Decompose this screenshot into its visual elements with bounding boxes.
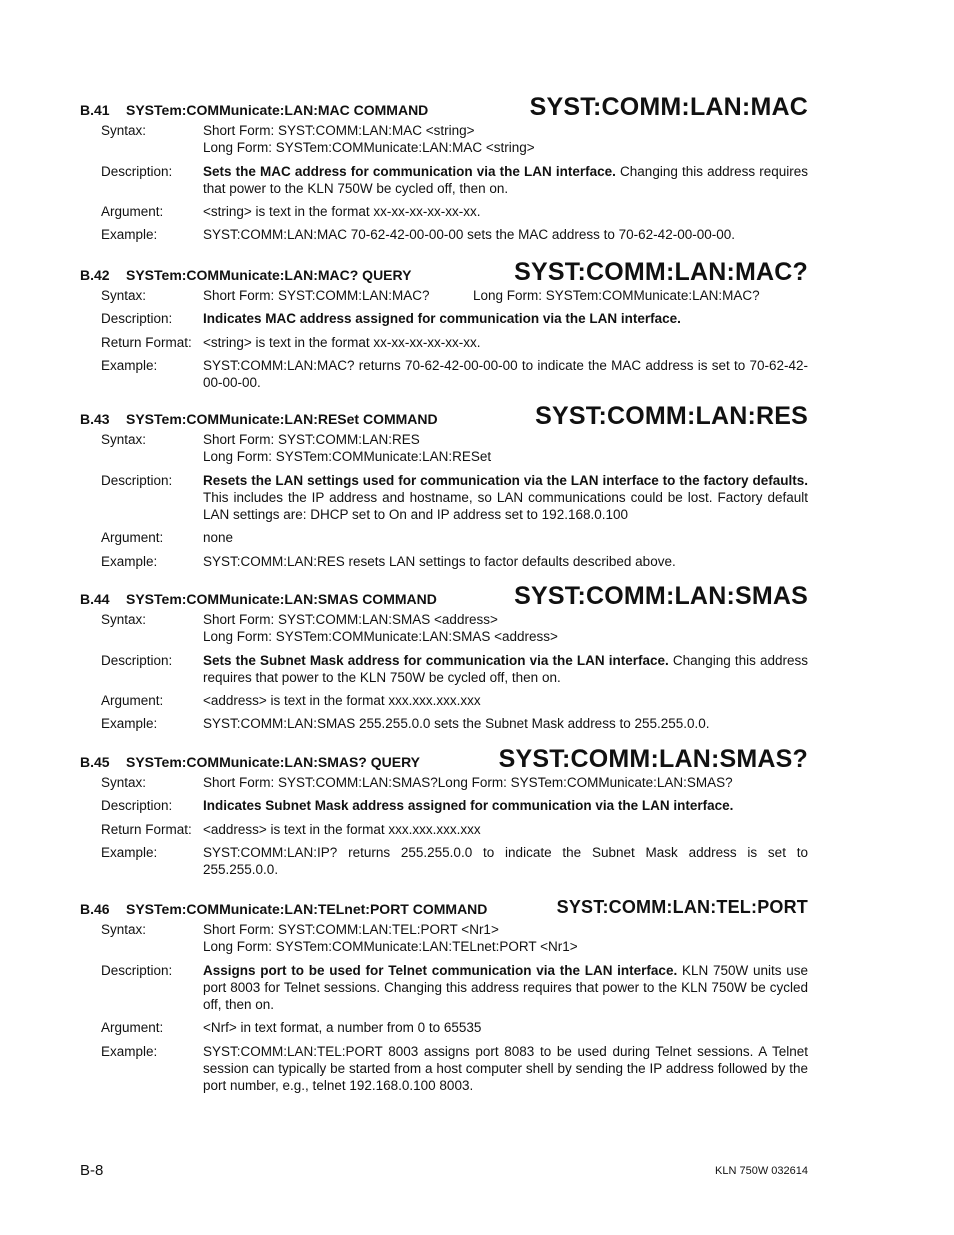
description-bold: Indicates Subnet Mask address assigned for communication via the LAN interface. [203, 798, 734, 814]
section-title: SYSTem:COMMunicate:LAN:SMAS? QUERY [126, 754, 421, 770]
syntax-short-form: Short Form: SYST:COMM:LAN:SMAS <address> [203, 612, 498, 627]
syntax-short-form: Short Form: SYST:COMM:LAN:TEL:PORT <Nr1> [203, 922, 499, 937]
section-number: B.44 [80, 591, 110, 607]
section-heading [80, 891, 808, 921]
section-heading [80, 401, 808, 431]
syntax-long-form: Long Form: SYSTem:COMMunicate:LAN:TELnet:PORT <Nr1> [203, 939, 578, 955]
argument-text: <Nrf> in text format, a number from 0 to 65535 [203, 1020, 482, 1036]
return-format-text: <string> is text in the format xx-xx-xx-xx-xx-xx. [203, 334, 481, 350]
section-heading [80, 257, 808, 287]
description-label: Description: [101, 472, 173, 488]
syntax-label: Syntax: [101, 288, 147, 303]
return-format-label: Return Format: [101, 334, 192, 350]
argument-row [101, 529, 808, 546]
section-heading [80, 744, 808, 774]
description-label: Description: [101, 798, 173, 814]
description-row [101, 652, 808, 687]
description-label: Description: [101, 652, 173, 668]
argument-text: <string> is text in the format xx-xx-xx-xx-xx-xx. [203, 204, 481, 220]
syntax-row [101, 287, 808, 304]
section-b45 [80, 744, 808, 884]
description-bold: Resets the LAN settings used for communication via the LAN interface to the factory defaults. [203, 472, 808, 488]
document-id: KLN 750W 032614 [715, 1165, 808, 1177]
section-b46 [80, 891, 808, 1101]
description-row [101, 797, 808, 814]
section-number: B.43 [80, 411, 110, 427]
example-row [101, 844, 808, 879]
section-title: SYSTem:COMMunicate:LAN:MAC? QUERY [126, 267, 412, 283]
syntax-short-form: Short Form: SYST:COMM:LAN:MAC? [203, 288, 430, 303]
example-text: SYST:COMM:LAN:IP? returns 255.255.0.0 to indicate the Subnet Mask address is set to 255.255.0.0. [203, 844, 808, 878]
section-heading [80, 581, 808, 611]
description-text: This includes the IP address and hostname, so LAN communications could be lost. Factory default LAN settings are: DHCP set to On and IP address set to 192.168.0.100 [203, 489, 808, 523]
syntax-row [101, 774, 808, 791]
argument-row [101, 692, 808, 709]
argument-label: Argument: [101, 204, 164, 220]
example-label: Example: [101, 227, 158, 243]
description-text: KLN 750W units use port 8003 for Telnet sessions. Changing this address requires that power to the KLN 750W be cycled off, then on. [203, 962, 808, 1013]
section-number: B.41 [80, 102, 110, 118]
section-number: B.46 [80, 901, 110, 917]
example-row [101, 357, 808, 392]
example-label: Example: [101, 357, 158, 373]
syntax-short-form: Short Form: SYST:COMM:LAN:MAC <string> [203, 123, 475, 138]
example-text: SYST:COMM:LAN:MAC 70-62-42-00-00-00 sets the MAC address to 70-62-42-00-00-00. [203, 227, 735, 243]
example-text: SYST:COMM:LAN:TEL:PORT 8003 assigns port 8083 to be used during Telnet sessions. A Telnet session can typically be started from a host computer shell by sending the IP address followed by the port number, e.g., telnet 192.168.0.100 8003. [203, 1043, 808, 1094]
return-format-row [101, 334, 808, 351]
section-title: SYSTem:COMMunicate:LAN:RESet COMMAND [126, 411, 438, 427]
example-text: SYST:COMM:LAN:RES resets LAN settings to factor defaults described above. [203, 553, 676, 569]
section-title: SYSTem:COMMunicate:LAN:TELnet:PORT COMMAND [126, 901, 488, 917]
description-text: Changing this address requires that power to the KLN 750W be cycled off, then on. [203, 652, 808, 685]
return-format-label: Return Format: [101, 821, 192, 837]
section-title: SYSTem:COMMunicate:LAN:MAC COMMAND [126, 102, 429, 118]
syntax-label: Syntax: [101, 432, 147, 447]
section-short-command: SYST:COMM:LAN:MAC [529, 93, 808, 121]
syntax-label: Syntax: [101, 612, 147, 627]
description-label: Description: [101, 962, 173, 978]
description-label: Description: [101, 163, 173, 179]
description-row [101, 472, 808, 524]
section-short-command: SYST:COMM:LAN:SMAS [514, 582, 808, 610]
syntax-row [101, 431, 808, 466]
syntax-label: Syntax: [101, 922, 147, 937]
description-row [101, 310, 808, 327]
return-format-row [101, 821, 808, 838]
section-number: B.42 [80, 267, 110, 283]
example-label: Example: [101, 553, 158, 569]
description-label: Description: [101, 311, 173, 327]
example-label: Example: [101, 844, 158, 860]
example-label: Example: [101, 1043, 158, 1059]
description-row [101, 962, 808, 1014]
argument-text: none [203, 530, 234, 546]
section-short-command: SYST:COMM:LAN:RES [535, 402, 808, 430]
description-row [101, 163, 808, 198]
section-b43 [80, 401, 808, 576]
section-b44 [80, 581, 808, 739]
syntax-row [101, 921, 808, 956]
syntax-label: Syntax: [101, 123, 147, 138]
argument-row [101, 203, 808, 220]
example-row [101, 553, 808, 570]
example-row [101, 226, 808, 243]
section-title: SYSTem:COMMunicate:LAN:SMAS COMMAND [126, 591, 437, 607]
argument-label: Argument: [101, 693, 164, 709]
syntax-long-form: Long Form: SYSTem:COMMunicate:LAN:MAC <string> [203, 140, 535, 156]
argument-text: <address> is text in the format xxx.xxx.xxx.xxx [203, 693, 481, 709]
example-row [101, 1043, 808, 1095]
example-text: SYST:COMM:LAN:SMAS 255.255.0.0 sets the Subnet Mask address to 255.255.0.0. [203, 716, 710, 732]
description-bold: Sets the MAC address for communication via the LAN interface. [203, 163, 616, 179]
syntax-long-form: Long Form: SYSTem:COMMunicate:LAN:RESet [203, 449, 492, 465]
syntax-forms: Short Form: SYST:COMM:LAN:SMAS?Long Form: SYSTem:COMMunicate:LAN:SMAS? [203, 775, 733, 790]
return-format-text: <address> is text in the format xxx.xxx.xxx.xxx [203, 821, 481, 837]
argument-row [101, 1019, 808, 1036]
description-bold: Assigns port to be used for Telnet communication via the LAN interface. [203, 962, 678, 978]
section-heading [80, 92, 808, 122]
section-b42 [80, 257, 808, 397]
syntax-long-form: Long Form: SYSTem:COMMunicate:LAN:MAC? [473, 288, 760, 303]
page-number: B-8 [80, 1162, 104, 1179]
example-label: Example: [101, 716, 158, 732]
syntax-row [101, 611, 808, 646]
example-text: SYST:COMM:LAN:MAC? returns 70-62-42-00-00-00 to indicate the MAC address is set to 70-62-42-00-00-00. [203, 357, 808, 391]
syntax-short-form: Short Form: SYST:COMM:LAN:RES [203, 432, 420, 447]
description-text: Changing this address requires that power to the KLN 750W be cycled off, then on. [203, 163, 809, 196]
syntax-row [101, 122, 808, 157]
description-bold: Sets the Subnet Mask address for communication via the LAN interface. [203, 652, 669, 668]
section-b41 [80, 92, 808, 250]
argument-label: Argument: [101, 530, 164, 546]
example-row [101, 715, 808, 732]
section-short-command: SYST:COMM:LAN:MAC? [514, 258, 808, 286]
section-number: B.45 [80, 754, 110, 770]
syntax-long-form: Long Form: SYSTem:COMMunicate:LAN:SMAS <address> [203, 629, 558, 645]
argument-label: Argument: [101, 1020, 164, 1036]
syntax-label: Syntax: [101, 775, 147, 790]
section-short-command: SYST:COMM:LAN:SMAS? [498, 745, 808, 773]
section-short-command: SYST:COMM:LAN:TEL:PORT [556, 897, 808, 917]
description-bold: Indicates MAC address assigned for communication via the LAN interface. [203, 311, 681, 327]
